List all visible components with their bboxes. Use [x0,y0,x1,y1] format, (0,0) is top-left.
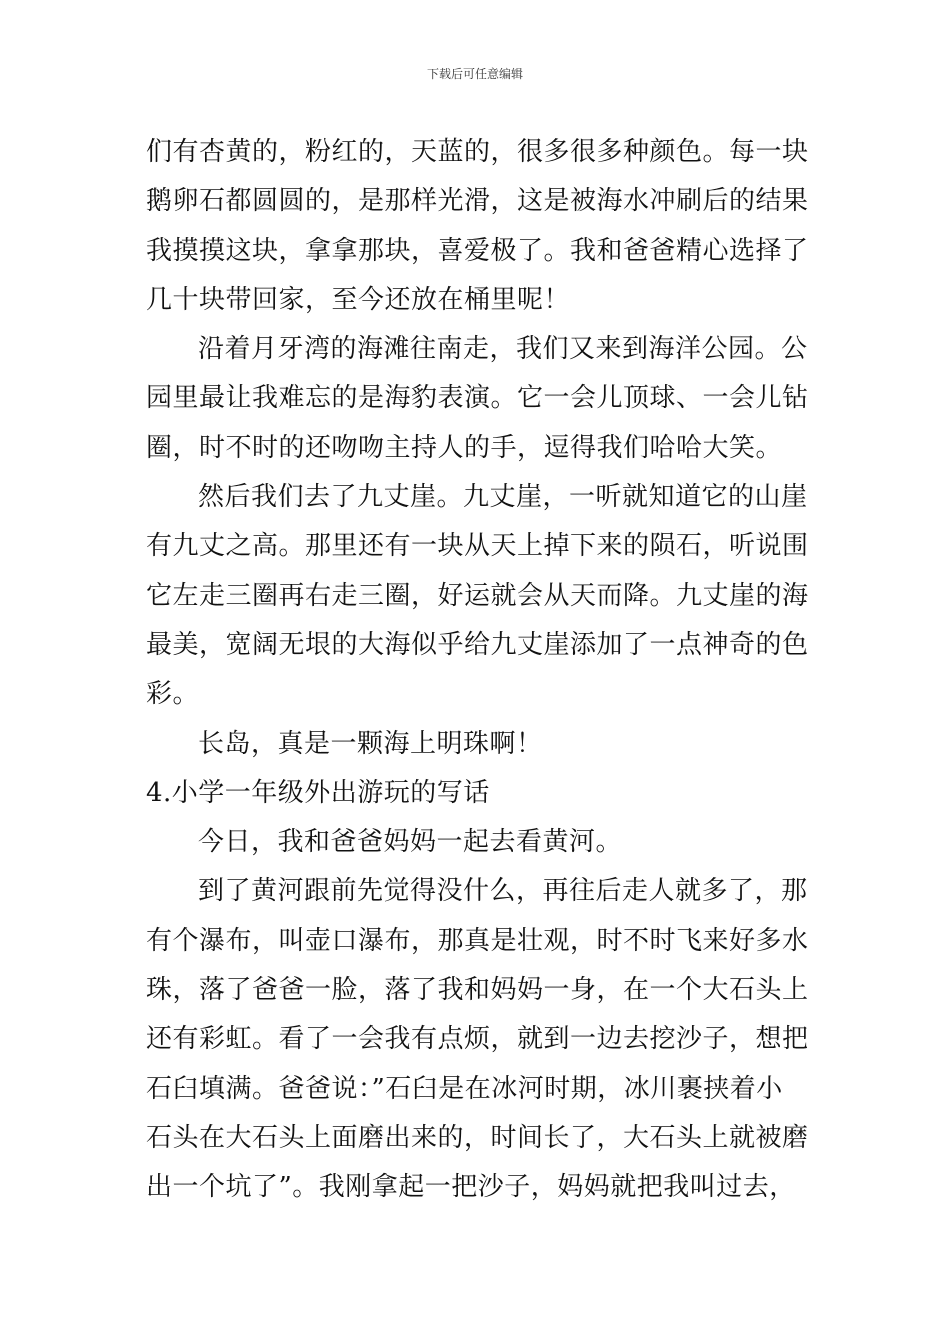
text-line: 我摸摸这块，拿拿那块，喜爱极了。我和爸爸精心选择了 [146,235,809,266]
text-line: 石臼填满。爸爸说：”石臼是在冰河时期，冰川裹挟着小 [146,1073,783,1104]
text-line: 石头在大石头上面磨出来的，时间长了，大石头上就被磨 [146,1122,809,1153]
text-line: 4.小学一年级外出游玩的写话 [146,777,490,808]
text-line: 出一个坑了”。我刚拿起一把沙子，妈妈就把我叫过去， [146,1172,796,1203]
text-line: 它左走三圈再右走三圈，好运就会从天而降。九丈崖的海 [146,580,809,611]
text-line: 沿着月牙湾的海滩往南走，我们又来到海洋公园。公 [198,334,808,365]
text-line: 圈，时不时的还吻吻主持人的手，逗得我们哈哈大笑。 [146,432,783,463]
text-line: 几十块带回家，至今还放在桶里呢！ [146,284,571,315]
text-line: 长岛，真是一颗海上明珠啊！ [198,728,543,759]
document-body [146,128,808,1213]
text-line: 珠，落了爸爸一脸，落了我和妈妈一身，在一个大石头上 [146,975,809,1006]
text-line: 有九丈之高。那里还有一块从天上掉下来的陨石，听说围 [146,531,809,562]
text-line: 鹅卵石都圆圆的，是那样光滑，这是被海水冲刷后的结果 [146,186,809,217]
text-line: 园里最让我难忘的是海豹表演。它一会儿顶球、一会儿钻 [146,383,809,414]
text-line: 最美，宽阔无垠的大海似乎给九丈崖添加了一点神奇的色 [146,629,809,660]
text-line: 然后我们去了九丈崖。九丈崖，一听就知道它的山崖 [198,482,808,513]
text-line: 彩。 [146,679,200,710]
text-line: 们有杏黄的，粉红的，天蓝的，很多很多种颜色。每一块 [146,137,809,167]
page-header: 下载后可任意编辑 [426,67,523,81]
text-line: 今日，我和爸爸妈妈一起去看黄河。 [198,827,623,858]
text-line: 还有彩虹。看了一会我有点烦，就到一边去挖沙子，想把 [146,1024,809,1055]
text-line: 有个瀑布，叫壶口瀑布，那真是壮观，时不时飞来好多水 [146,925,809,956]
text-line: 到了黄河跟前先觉得没什么，再往后走人就多了，那 [198,876,808,907]
